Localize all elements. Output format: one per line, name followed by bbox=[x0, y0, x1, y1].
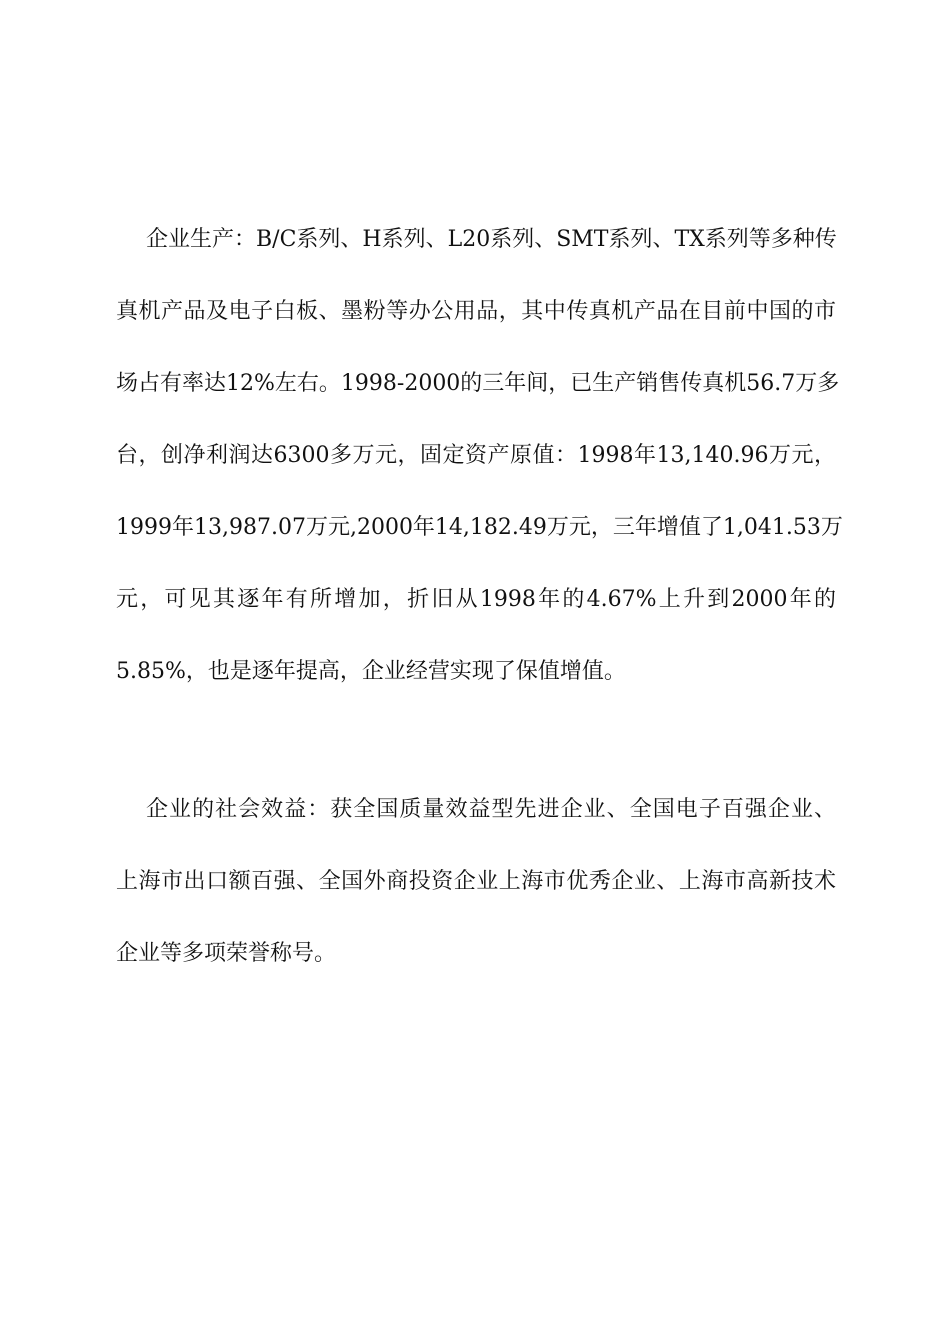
paragraph-line: 企业生产：B/C系列、H系列、L20系列、SMT系列、TX系列等多种传 bbox=[146, 227, 837, 252]
paragraph-line: 企业等多项荣誉称号。 bbox=[116, 941, 337, 966]
paragraph-line: 5.85%，也是逐年提高，企业经营实现了保值增值。 bbox=[116, 659, 626, 684]
paragraph-line: 场占有率达12%左右。1998-2000的三年间，已生产销售传真机56.7万多 bbox=[116, 371, 840, 396]
paragraph-line: 元，可见其逐年有所增加，折旧从1998年的4.67%上升到2000年的 bbox=[116, 587, 836, 612]
paragraph-line: 企业的社会效益：获全国质量效益型先进企业、全国电子百强企业、 bbox=[146, 797, 836, 822]
paragraph-line: 台，创净利润达6300多万元，固定资产原值：1998年13,140.96万元， bbox=[116, 443, 836, 468]
paragraph-line: 1999年13,987.07万元,2000年14,182.49万元，三年增值了1,041.53万 bbox=[116, 515, 843, 540]
paragraph-line: 上海市出口额百强、全国外商投资企业上海市优秀企业、上海市高新技术 bbox=[116, 869, 836, 894]
paragraph-line: 真机产品及电子白板、墨粉等办公用品，其中传真机产品在目前中国的市 bbox=[116, 299, 836, 324]
